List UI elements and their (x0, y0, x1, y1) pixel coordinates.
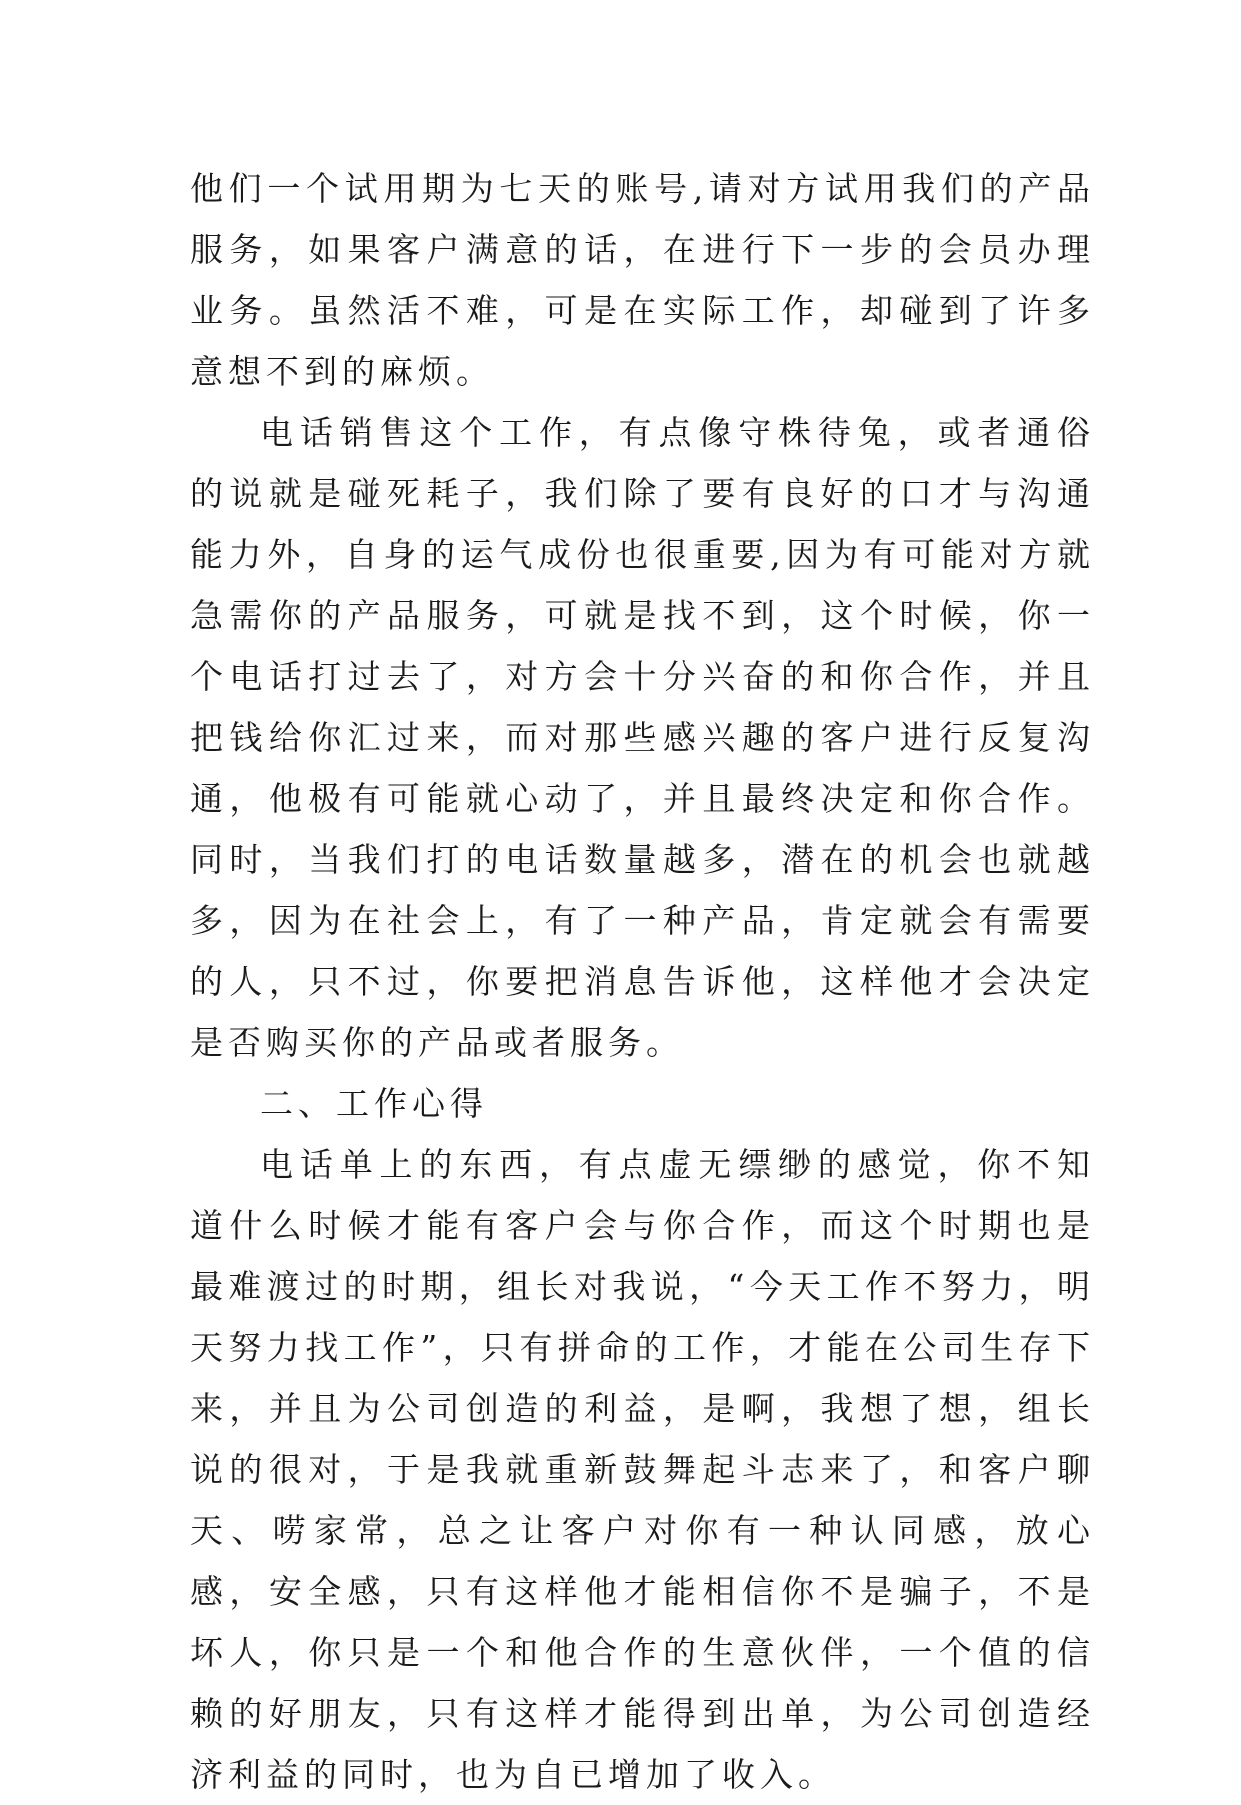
document-body (190, 158, 1095, 1805)
section-heading: 二、工作心得 (260, 1084, 488, 1123)
paragraph-continuation: 他们一个试用期为七天的账号,请对方试用我们的产品服务，如果客户满意的话，在进行下一步的会员办理业务。虽然活不难，可是在实际工作，却碰到了许多意想不到的麻烦。 (190, 169, 1095, 391)
paragraph-phone-sales: 电话销售这个工作，有点像守株待兔，或者通俗的说就是碰死耗子，我们除了要有良好的口才与沟通能力外，自身的运气成份也很重要,因为有可能对方就急需你的产品服务，可就是找不到，这个时候，你一个电话打过去了，对方会十分兴奋的和你合作，并且把钱给你汇过来，而对那些感兴趣的客户进行反复沟通，他极有可能就心动了，并且最终决定和你合作。同时，当我们打的电话数量越多，潜在的机会也就越多，因为在社会上，有了一种产品，肯定就会有需要的人，只不过，你要把消息告诉他，这样他才会决定是否购买你的产品或者服务。 (190, 413, 1095, 1062)
paragraph-work-experience: 电话单上的东西，有点虚无缥缈的感觉，你不知道什么时候才能有客户会与你合作，而这个时期也是最难渡过的时期，组长对我说，“今天工作不努力，明天努力找工作”，只有拼命的工作，才能在公司生存下来，并且为公司创造的利益，是啊，我想了想，组长说的很对，于是我就重新鼓舞起斗志来了，和客户聊天、唠家常，总之让客户对你有一种认同感，放心感，安全感，只有这样他才能相信你不是骗子，不是坏人，你只是一个和他合作的生意伙伴，一个值的信赖的好朋友，只有这样才能得到出单，为公司创造经济利益的同时，也为自已增加了收入。 (190, 1145, 1095, 1794)
